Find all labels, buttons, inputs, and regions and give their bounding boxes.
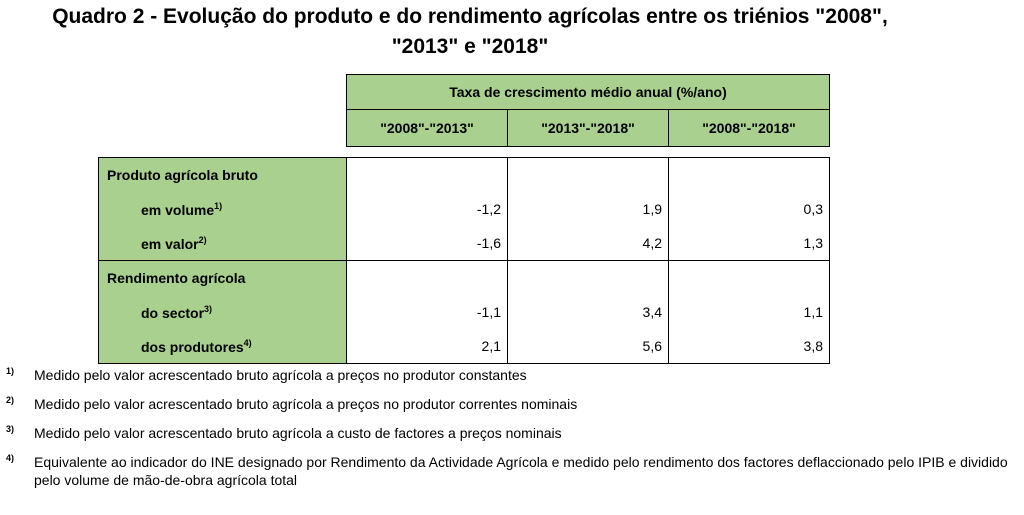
footnote	[0, 453, 1024, 489]
table-row	[99, 192, 830, 226]
footnote-text: Equivalente ao indicador do INE designado por Rendimento da Actividade Agrícola e medido pelo rendimento dos factores deflaccionado pelo IPIB e dividido pelo volume de mão-de-obra agrícola total	[34, 454, 1008, 488]
title-line-2: "2013" e "2018"	[391, 35, 549, 58]
group-row	[99, 261, 830, 296]
footnote-ref: 3)	[204, 303, 213, 314]
table-row	[99, 226, 830, 261]
value-cell: 5,6	[508, 329, 669, 364]
value-cell: 0,3	[669, 192, 830, 226]
header-main: Taxa de crescimento médio anual (%/ano)	[347, 75, 830, 110]
value-cell	[669, 158, 830, 193]
value-cell: 2,1	[347, 329, 508, 364]
value-cell: -1,1	[347, 295, 508, 329]
value-cell: -1,6	[347, 226, 508, 261]
footnote	[0, 395, 1024, 413]
footnotes	[0, 366, 1024, 489]
footnote-ref: 1)	[214, 200, 223, 211]
footnote	[0, 366, 1024, 384]
footnote-ref: 2)	[198, 234, 207, 245]
footnote-mark: 4)	[6, 453, 15, 463]
table-row	[99, 329, 830, 364]
footnote-text: Medido pelo valor acrescentado bruto agrícola a preços no produtor correntes nominais	[34, 396, 578, 412]
value-cell	[669, 261, 830, 296]
footnote-text: Medido pelo valor acrescentado bruto agrícola a custo de factores a preços nominais	[34, 425, 562, 441]
value-cell: 1,3	[669, 226, 830, 261]
value-cell	[347, 158, 508, 193]
title-line-1: Quadro 2 - Evolução do produto e do rendimento agrícolas entre os triénios "2008",	[52, 5, 888, 28]
group-label: Produto agrícola bruto	[99, 158, 347, 193]
row-label: em valor$^{2)}$	[99, 226, 347, 261]
page-title	[0, 2, 940, 62]
header-period-1: "2008"-"2013"	[347, 110, 508, 147]
row-label: em volume$^{1)}$	[99, 192, 347, 226]
header-row-main	[99, 75, 830, 110]
header-period-3: "2008"-"2018"	[669, 110, 830, 147]
group-label: Rendimento agrícola	[99, 261, 347, 296]
table-row	[99, 295, 830, 329]
footnote-mark: 3)	[6, 424, 15, 434]
group-row	[99, 158, 830, 193]
value-cell	[508, 158, 669, 193]
footnote-mark: 2)	[6, 395, 15, 405]
row-label: dos produtores$^{4)}$	[99, 329, 347, 364]
value-cell: -1,2	[347, 192, 508, 226]
value-cell: 4,2	[508, 226, 669, 261]
corner-cell	[99, 110, 347, 147]
growth-table	[98, 74, 830, 364]
value-cell	[508, 261, 669, 296]
footnote	[0, 424, 1024, 442]
footnote-ref: 4)	[243, 337, 252, 348]
spacer	[99, 147, 830, 158]
value-cell: 3,4	[508, 295, 669, 329]
value-cell: 1,9	[508, 192, 669, 226]
corner-cell	[99, 75, 347, 110]
value-cell	[347, 261, 508, 296]
footnote-text: Medido pelo valor acrescentado bruto agrícola a preços no produtor constantes	[34, 367, 527, 383]
row-label: do sector$^{3)}$	[99, 295, 347, 329]
header-row-periods	[99, 110, 830, 147]
value-cell: 1,1	[669, 295, 830, 329]
header-period-2: "2013"-"2018"	[508, 110, 669, 147]
value-cell: 3,8	[669, 329, 830, 364]
footnote-mark: 1)	[6, 366, 15, 376]
